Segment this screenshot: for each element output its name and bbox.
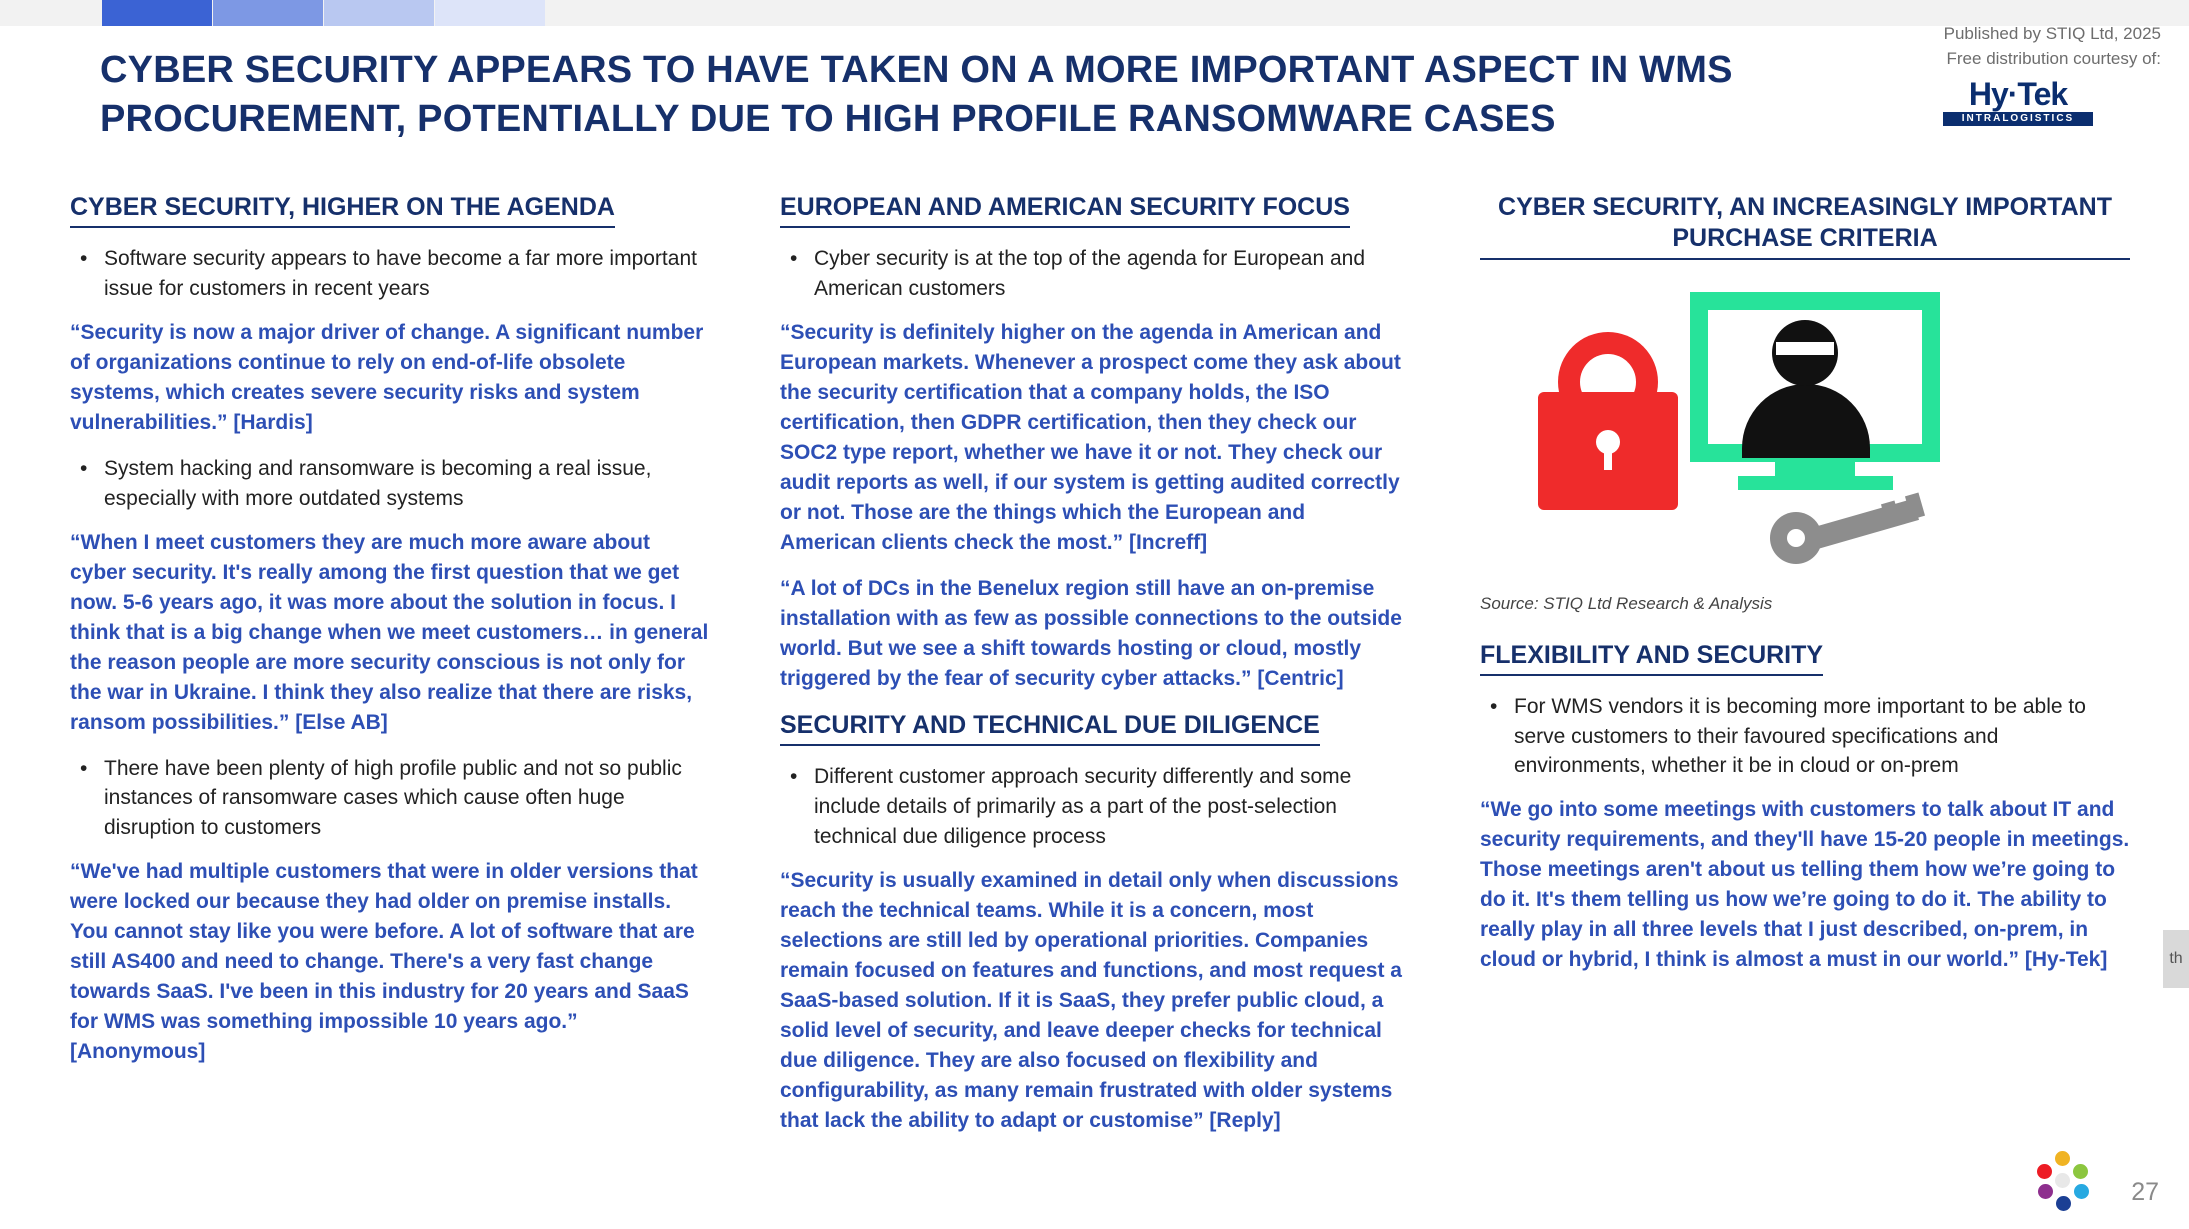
- column-one: [70, 192, 710, 1083]
- mark-dot-2: [2073, 1164, 2088, 1179]
- hytek-logo: [1943, 78, 2093, 126]
- topbar-segment-4: [435, 0, 545, 26]
- topbar-segment-2: [213, 0, 323, 26]
- source-note: Source: STIQ Ltd Research & Analysis: [1480, 593, 1773, 613]
- bullet-list-1b: [70, 454, 710, 514]
- bullet-list-1c: [70, 754, 710, 843]
- cyber-security-illustration: [1480, 280, 2100, 580]
- list-item: • Cyber security is at the top of the agenda for European and American customers: [810, 244, 1405, 304]
- quote-increff: “Security is definitely higher on the agenda in American and European markets. Whenever a prospect come they ask about the security certification that a company holds, the ISO certification, then GDPR certification, then they check our SOC2 type report, whether we have it or not. They check our audit reports as well, if our system is getting audited correctly or not. Those are the things which the European and American clients check the most.” [Increff]: [780, 320, 1401, 554]
- quote-hy-tek: “We go into some meetings with customers to talk about IT and security requirements, and they'll have 15-20 people in meetings. Those meetings aren't about us telling them how we’re going to do it. It's them telling us how we’re going to do it. The ability to really play in all three levels that I just described, on-prem, in cloud or hybrid, I think is almost a must in our world.” [Hy-Tek]: [1480, 798, 2130, 972]
- publisher-line-1: Published by STIQ Ltd, 2025: [1943, 24, 2161, 43]
- quote-anonymous: “We've had multiple customers that were in older versions that were locked our because they had older on premise installs. You cannot stay like you were before. A lot of software that are still AS400 and need to change. There's a very fast change towards SaaS. I've been in this industry for 20 years and SaaS for WMS was something impossible 10 years ago.” [Anonymous]: [70, 860, 698, 1064]
- quote-else-ab: “When I meet customers they are much more aware about cyber security. It's really among the first question that we get now. 5-6 years ago, it was more about the solution in focus. I think that is a big change when we meet customers… in general the reason people are more security conscious is not only for the war in Ukraine. I think they also realize that there are risks, ransom possibilities.” [Else AB]: [70, 530, 709, 734]
- column-two: [780, 192, 1405, 1152]
- mark-dot-6: [2037, 1164, 2052, 1179]
- section-heading-purchase-criteria: CYBER SECURITY, AN INCREASINGLY IMPORTANT PURCHASE CRITERIA: [1480, 192, 2130, 260]
- edge-tab[interactable]: th: [2163, 930, 2189, 988]
- bullet-list-1a: [70, 244, 710, 304]
- section-heading-european-american-focus: EUROPEAN AND AMERICAN SECURITY FOCUS: [780, 192, 1350, 228]
- list-item: • Different customer approach security differently and some include details of primarily as a part of the post-selection technical due diligence process: [810, 762, 1405, 851]
- list-item: • Software security appears to have become a far more important issue for customers in recent years: [100, 244, 710, 304]
- quote-centric: “A lot of DCs in the Benelux region still have an on-premise installation with as few as possible connections to the outside world. But we see a shift towards hosting or cloud, mostly triggered by the fear of security cyber attacks.” [Centric]: [780, 577, 1402, 691]
- list-item: • There have been plenty of high profile public and not so public instances of ransomware cases which cause often huge disruption to customers: [100, 754, 710, 843]
- page-title: CYBER SECURITY APPEARS TO HAVE TAKEN ON A MORE IMPORTANT ASPECT IN WMS PROCUREMENT, POTENTIALLY DUE TO HIGH PROFILE RANSOMWARE CASES: [100, 49, 1733, 140]
- section-heading-cyber-security-agenda: CYBER SECURITY, HIGHER ON THE AGENDA: [70, 192, 615, 228]
- hytek-logo-subtitle: INTRALOGISTICS: [1943, 112, 2093, 126]
- mark-dot-1: [2055, 1151, 2070, 1166]
- topbar-segment-3: [324, 0, 434, 26]
- monitor-base-icon: [1738, 476, 1893, 490]
- hytek-logo-wordmark: Hy·Tek: [1968, 76, 2068, 112]
- section-heading-security-technical-due-diligence: SECURITY AND TECHNICAL DUE DILIGENCE: [780, 710, 1320, 746]
- bullet-list-2b: [780, 762, 1405, 851]
- publisher-line-2: Free distribution courtesy of:: [1946, 48, 2161, 68]
- page-number: 27: [2131, 1178, 2159, 1206]
- padlock-keyhole-icon: [1596, 430, 1620, 454]
- key-head-icon: [1770, 512, 1822, 564]
- key-shaft-icon: [1813, 498, 1919, 548]
- quote-hardis: “Security is now a major driver of change. A significant number of organizations continue to rely on end-of-life obsolete systems, which creates severe security risks and system vulnerabilities.” [Hardis]: [70, 320, 704, 434]
- quote-reply: “Security is usually examined in detail only when discussions reach the technical teams. While it is a concern, most selections are still led by operational priorities. Companies remain focused on features and functions, and most request a SaaS-based solution. If it is SaaS, they prefer public cloud, a solid level of security, and leave deeper checks for technical due diligence. They are also focused on flexibility and configurability, as many remain frustrated with older systems that lack the ability to adapt or customise” [Reply]: [780, 868, 1402, 1132]
- column-three: [1480, 192, 2130, 991]
- hacker-mask-icon: [1776, 342, 1834, 355]
- mark-dot-3: [2074, 1184, 2089, 1199]
- mark-dot-4: [2056, 1196, 2071, 1211]
- mark-dot-center: [2055, 1173, 2070, 1188]
- section-heading-flexibility-security: FLEXIBILITY AND SECURITY: [1480, 640, 1823, 676]
- stiq-colour-mark: [2033, 1151, 2093, 1211]
- mark-dot-5: [2038, 1184, 2053, 1199]
- bullet-list-2a: [780, 244, 1405, 304]
- list-item: • For WMS vendors it is becoming more important to be able to serve customers to their favoured specifications and environments, whether it be in cloud or on-prem: [1510, 692, 2130, 781]
- list-item: • System hacking and ransomware is becoming a real issue, especially with more outdated systems: [100, 454, 710, 514]
- bullet-list-3a: [1480, 692, 2130, 781]
- topbar-segment-1: [102, 0, 212, 26]
